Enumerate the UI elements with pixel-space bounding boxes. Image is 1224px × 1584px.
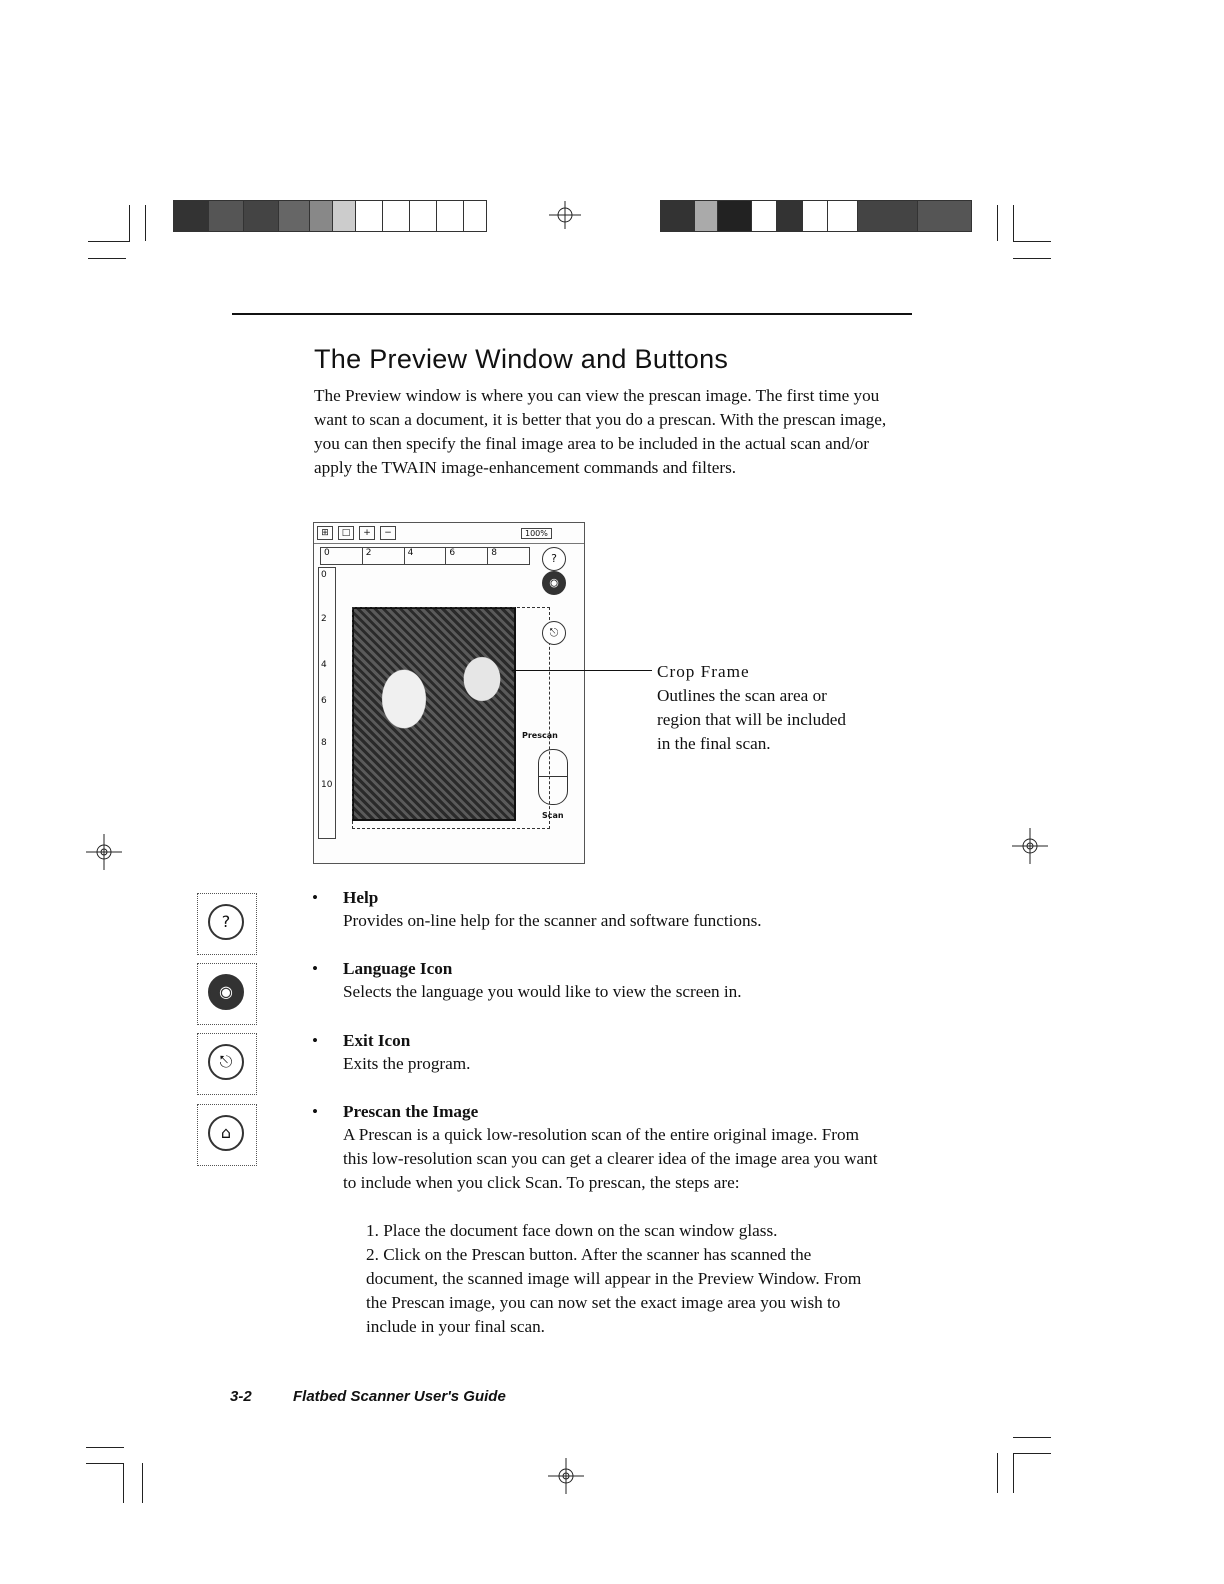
item-title: Prescan the Image — [343, 1102, 479, 1121]
zoom-level: 100% — [521, 528, 552, 539]
ruler-tick: 6 — [446, 548, 488, 564]
prescan-icon: ⌂ — [208, 1115, 244, 1151]
ruler-tick: 6 — [321, 696, 327, 706]
registration-mark — [1010, 826, 1050, 866]
item-description: Provides on-line help for the scanner and software functions. — [343, 911, 762, 930]
zoom-out-icon: − — [380, 526, 396, 540]
bullet: • — [312, 1102, 319, 1121]
item-title: Exit Icon — [343, 1031, 411, 1050]
registration-mark — [84, 832, 124, 872]
ruler-tick: 0 — [321, 548, 363, 564]
crop-mark — [1013, 205, 1014, 241]
step-1: 1. Place the document face down on the scan window glass. — [366, 1221, 778, 1240]
crop-mark — [1013, 258, 1051, 259]
item-description: Selects the language you would like to view the screen in. — [343, 982, 742, 1001]
crop-mark — [88, 241, 130, 242]
scan-button — [538, 749, 568, 805]
item-description: A Prescan is a quick low-resolution scan of the entire original image. From this low-resolution scan you can get a clearer idea of the image area you want to include when you click Scan. To prescan, the steps are: — [343, 1125, 878, 1192]
registration-mark — [546, 1456, 586, 1496]
callout-title: Crop Frame — [657, 662, 750, 681]
zoom-in-icon: + — [359, 526, 375, 540]
language-button: ◉ — [542, 571, 566, 595]
footer-title: Flatbed Scanner User's Guide — [293, 1388, 506, 1405]
crop-mark — [145, 205, 146, 241]
intro-paragraph: The Preview window is where you can view the prescan image. The first time you want to scan a document, it is better that you do a prescan. With the prescan image, you can then specify the final image area to be included in the actual scan and/or apply the TWAIN image-enhancement commands and filters. — [314, 386, 887, 477]
page-number: 3-2 — [230, 1388, 252, 1405]
prescan-button-label: Prescan — [522, 731, 558, 740]
header-rule — [232, 313, 912, 315]
bullet: • — [312, 888, 319, 907]
ruler-tick: 4 — [405, 548, 447, 564]
crop-frame — [352, 607, 550, 829]
help-icon-box — [197, 893, 257, 955]
globe-icon: ◉ — [208, 974, 244, 1010]
crop-mark — [123, 1463, 124, 1503]
crop-mark — [1013, 1453, 1014, 1493]
crop-mark — [997, 1453, 998, 1493]
ruler-tick: 8 — [491, 548, 497, 558]
preview-window-figure — [313, 522, 585, 864]
item-title: Help — [343, 888, 379, 907]
exit-icon-box — [197, 1033, 257, 1095]
scan-button-label: Scan — [542, 811, 564, 820]
step-2: 2. Click on the Prescan button. After the scanner has scanned the document, the scanned image will appear in the Preview Window. From the Prescan image, you can now set the exact image area you wish to include in your final scan. — [366, 1245, 862, 1336]
crop-mark — [129, 205, 130, 241]
ruler-tick: 8 — [321, 738, 327, 748]
crop-mark — [88, 258, 126, 259]
bullet: • — [312, 959, 319, 978]
registration-mark — [545, 195, 585, 235]
crop-mark — [997, 205, 998, 241]
ruler-tick: 10 — [321, 780, 333, 790]
crop-mark — [86, 1463, 124, 1464]
horizontal-ruler — [320, 547, 530, 565]
crop-mark — [86, 1447, 124, 1448]
ruler-tick: 2 — [321, 614, 327, 624]
language-icon-box — [197, 963, 257, 1025]
callout-text: Outlines the scan area or region that will be included in the final scan. — [657, 686, 847, 753]
crop-frame-callout — [657, 660, 857, 756]
ruler-tick: 2 — [363, 548, 405, 564]
crop-mark — [142, 1463, 143, 1503]
item-title: Language Icon — [343, 959, 453, 978]
callout-leader-line — [512, 670, 652, 671]
ruler-tick: 4 — [321, 660, 327, 670]
crop-mark — [1013, 1453, 1051, 1454]
select-icon: □ — [338, 526, 354, 540]
section-title: The Preview Window and Buttons — [314, 344, 729, 374]
registration-bar-right — [660, 200, 972, 232]
help-button: ? — [542, 547, 566, 571]
preview-toolbar — [314, 523, 584, 544]
vertical-ruler — [318, 567, 336, 839]
crop-mark — [1013, 241, 1051, 242]
registration-bar-left — [173, 200, 487, 232]
prescan-icon-box — [197, 1104, 257, 1166]
fit-icon: ⊞ — [317, 526, 333, 540]
item-description: Exits the program. — [343, 1054, 471, 1073]
ruler-tick: 0 — [321, 570, 327, 580]
help-icon: ? — [208, 904, 244, 940]
exit-button: ⎋ — [542, 621, 566, 645]
bullet: • — [312, 1031, 319, 1050]
crop-mark — [1013, 1437, 1051, 1438]
exit-icon: ⎋ — [208, 1044, 244, 1080]
